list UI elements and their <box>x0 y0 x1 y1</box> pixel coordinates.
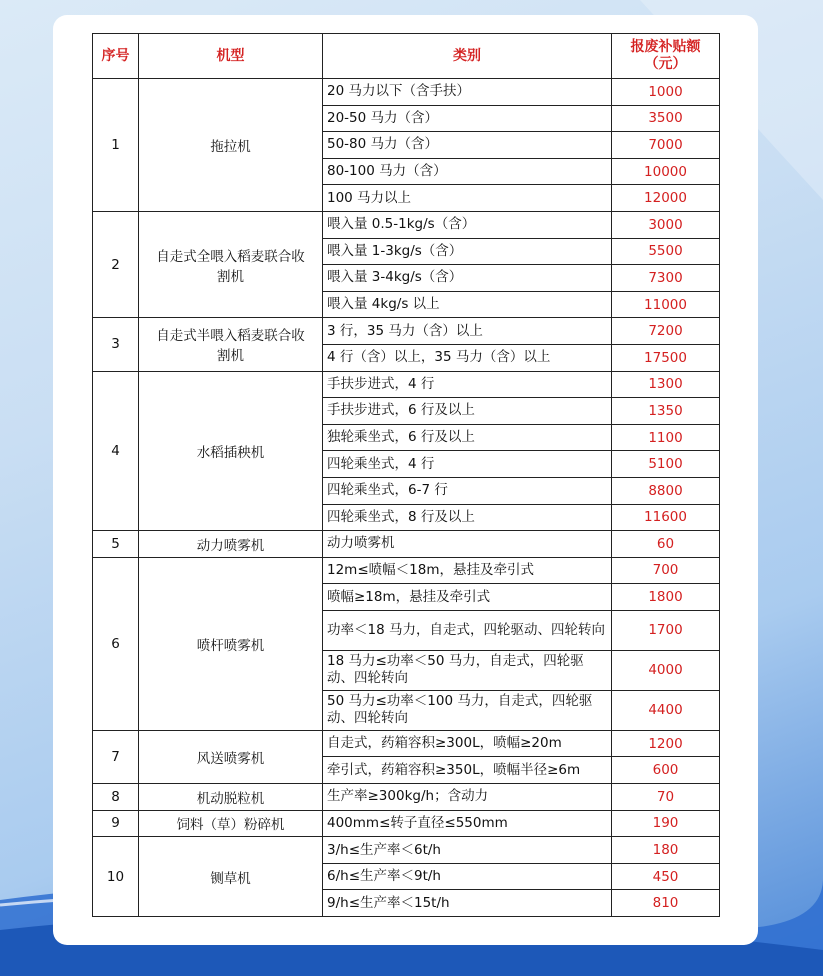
model-cell: 机动脱粒机 <box>139 784 323 811</box>
amount-cell: 450 <box>612 863 720 890</box>
amount-cell: 7000 <box>612 132 720 159</box>
category-cell: 牵引式，药箱容积≥350L，喷幅半径≥6m <box>323 757 612 784</box>
amount-cell: 600 <box>612 757 720 784</box>
category-cell: 生产率≥300kg/h；含动力 <box>323 784 612 811</box>
table-row <box>93 730 720 757</box>
table-row <box>93 211 720 238</box>
model-cell: 动力喷雾机 <box>139 531 323 558</box>
amount-cell: 5500 <box>612 238 720 265</box>
category-cell: 喂入量 4kg/s 以上 <box>323 291 612 318</box>
seq-cell: 10 <box>93 837 139 917</box>
category-cell: 喂入量 1-3kg/s（含） <box>323 238 612 265</box>
header-amount: 报废补贴额 （元） <box>612 34 720 79</box>
amount-cell: 190 <box>612 810 720 837</box>
amount-cell: 810 <box>612 890 720 917</box>
header-seq: 序号 <box>93 34 139 79</box>
table-row <box>93 318 720 345</box>
category-cell: 功率＜18 马力，自走式，四轮驱动、四轮转向 <box>323 610 612 650</box>
amount-cell: 4400 <box>612 690 720 730</box>
amount-cell: 60 <box>612 531 720 558</box>
amount-cell: 70 <box>612 784 720 811</box>
model-cell: 拖拉机 <box>139 79 323 212</box>
amount-cell: 7200 <box>612 318 720 345</box>
seq-cell: 7 <box>93 730 139 783</box>
category-cell: 12m≤喷幅＜18m，悬挂及牵引式 <box>323 557 612 584</box>
seq-cell: 9 <box>93 810 139 837</box>
seq-cell: 2 <box>93 211 139 317</box>
table-row <box>93 810 720 837</box>
model-cell: 自走式全喂入稻麦联合收割机 <box>139 211 323 317</box>
category-cell: 动力喷雾机 <box>323 531 612 558</box>
category-cell: 100 马力以上 <box>323 185 612 212</box>
amount-cell: 8800 <box>612 477 720 504</box>
model-cell: 喷杆喷雾机 <box>139 557 323 730</box>
category-cell: 50 马力≤功率＜100 马力，自走式，四轮驱动、四轮转向 <box>323 690 612 730</box>
category-cell: 50-80 马力（含） <box>323 132 612 159</box>
category-cell: 3/h≤生产率＜6t/h <box>323 837 612 864</box>
amount-cell: 1800 <box>612 584 720 611</box>
amount-cell: 3500 <box>612 105 720 132</box>
category-cell: 四轮乘坐式，4 行 <box>323 451 612 478</box>
category-cell: 四轮乘坐式，8 行及以上 <box>323 504 612 531</box>
category-cell: 400mm≤转子直径≤550mm <box>323 810 612 837</box>
table-row <box>93 79 720 106</box>
category-cell: 80-100 马力（含） <box>323 158 612 185</box>
amount-cell: 17500 <box>612 344 720 371</box>
amount-cell: 11600 <box>612 504 720 531</box>
seq-cell: 1 <box>93 79 139 212</box>
model-cell: 饲料（草）粉碎机 <box>139 810 323 837</box>
category-cell: 3 行，35 马力（含）以上 <box>323 318 612 345</box>
category-cell: 四轮乘坐式，6-7 行 <box>323 477 612 504</box>
category-cell: 6/h≤生产率＜9t/h <box>323 863 612 890</box>
category-cell: 4 行（含）以上，35 马力（含）以上 <box>323 344 612 371</box>
amount-cell: 1100 <box>612 424 720 451</box>
header-category: 类别 <box>323 34 612 79</box>
seq-cell: 5 <box>93 531 139 558</box>
category-cell: 喂入量 3-4kg/s（含） <box>323 265 612 292</box>
category-cell: 手扶步进式，6 行及以上 <box>323 398 612 425</box>
model-cell: 风送喷雾机 <box>139 730 323 783</box>
amount-cell: 5100 <box>612 451 720 478</box>
category-cell: 喂入量 0.5-1kg/s（含） <box>323 211 612 238</box>
amount-cell: 180 <box>612 837 720 864</box>
amount-cell: 7300 <box>612 265 720 292</box>
seq-cell: 6 <box>93 557 139 730</box>
amount-cell: 700 <box>612 557 720 584</box>
amount-cell: 1350 <box>612 398 720 425</box>
amount-cell: 4000 <box>612 650 720 690</box>
table-body <box>93 79 720 917</box>
amount-cell: 11000 <box>612 291 720 318</box>
header-model: 机型 <box>139 34 323 79</box>
amount-cell: 3000 <box>612 211 720 238</box>
amount-cell: 1000 <box>612 79 720 106</box>
amount-cell: 1300 <box>612 371 720 398</box>
category-cell: 自走式，药箱容积≥300L，喷幅≥20m <box>323 730 612 757</box>
category-cell: 20 马力以下（含手扶） <box>323 79 612 106</box>
category-cell: 9/h≤生产率＜15t/h <box>323 890 612 917</box>
subsidy-table <box>92 33 720 917</box>
amount-cell: 10000 <box>612 158 720 185</box>
seq-cell: 8 <box>93 784 139 811</box>
model-cell: 水稻插秧机 <box>139 371 323 531</box>
table-row <box>93 784 720 811</box>
category-cell: 手扶步进式，4 行 <box>323 371 612 398</box>
table-row <box>93 837 720 864</box>
amount-cell: 1200 <box>612 730 720 757</box>
table-header-row <box>93 34 720 79</box>
model-cell: 铡草机 <box>139 837 323 917</box>
table-row <box>93 371 720 398</box>
amount-cell: 1700 <box>612 610 720 650</box>
amount-cell: 12000 <box>612 185 720 212</box>
seq-cell: 3 <box>93 318 139 371</box>
category-cell: 18 马力≤功率＜50 马力，自走式，四轮驱动、四轮转向 <box>323 650 612 690</box>
category-cell: 20-50 马力（含） <box>323 105 612 132</box>
model-cell: 自走式半喂入稻麦联合收割机 <box>139 318 323 371</box>
seq-cell: 4 <box>93 371 139 531</box>
category-cell: 喷幅≥18m，悬挂及牵引式 <box>323 584 612 611</box>
table-row <box>93 531 720 558</box>
table-row <box>93 557 720 584</box>
category-cell: 独轮乘坐式，6 行及以上 <box>323 424 612 451</box>
